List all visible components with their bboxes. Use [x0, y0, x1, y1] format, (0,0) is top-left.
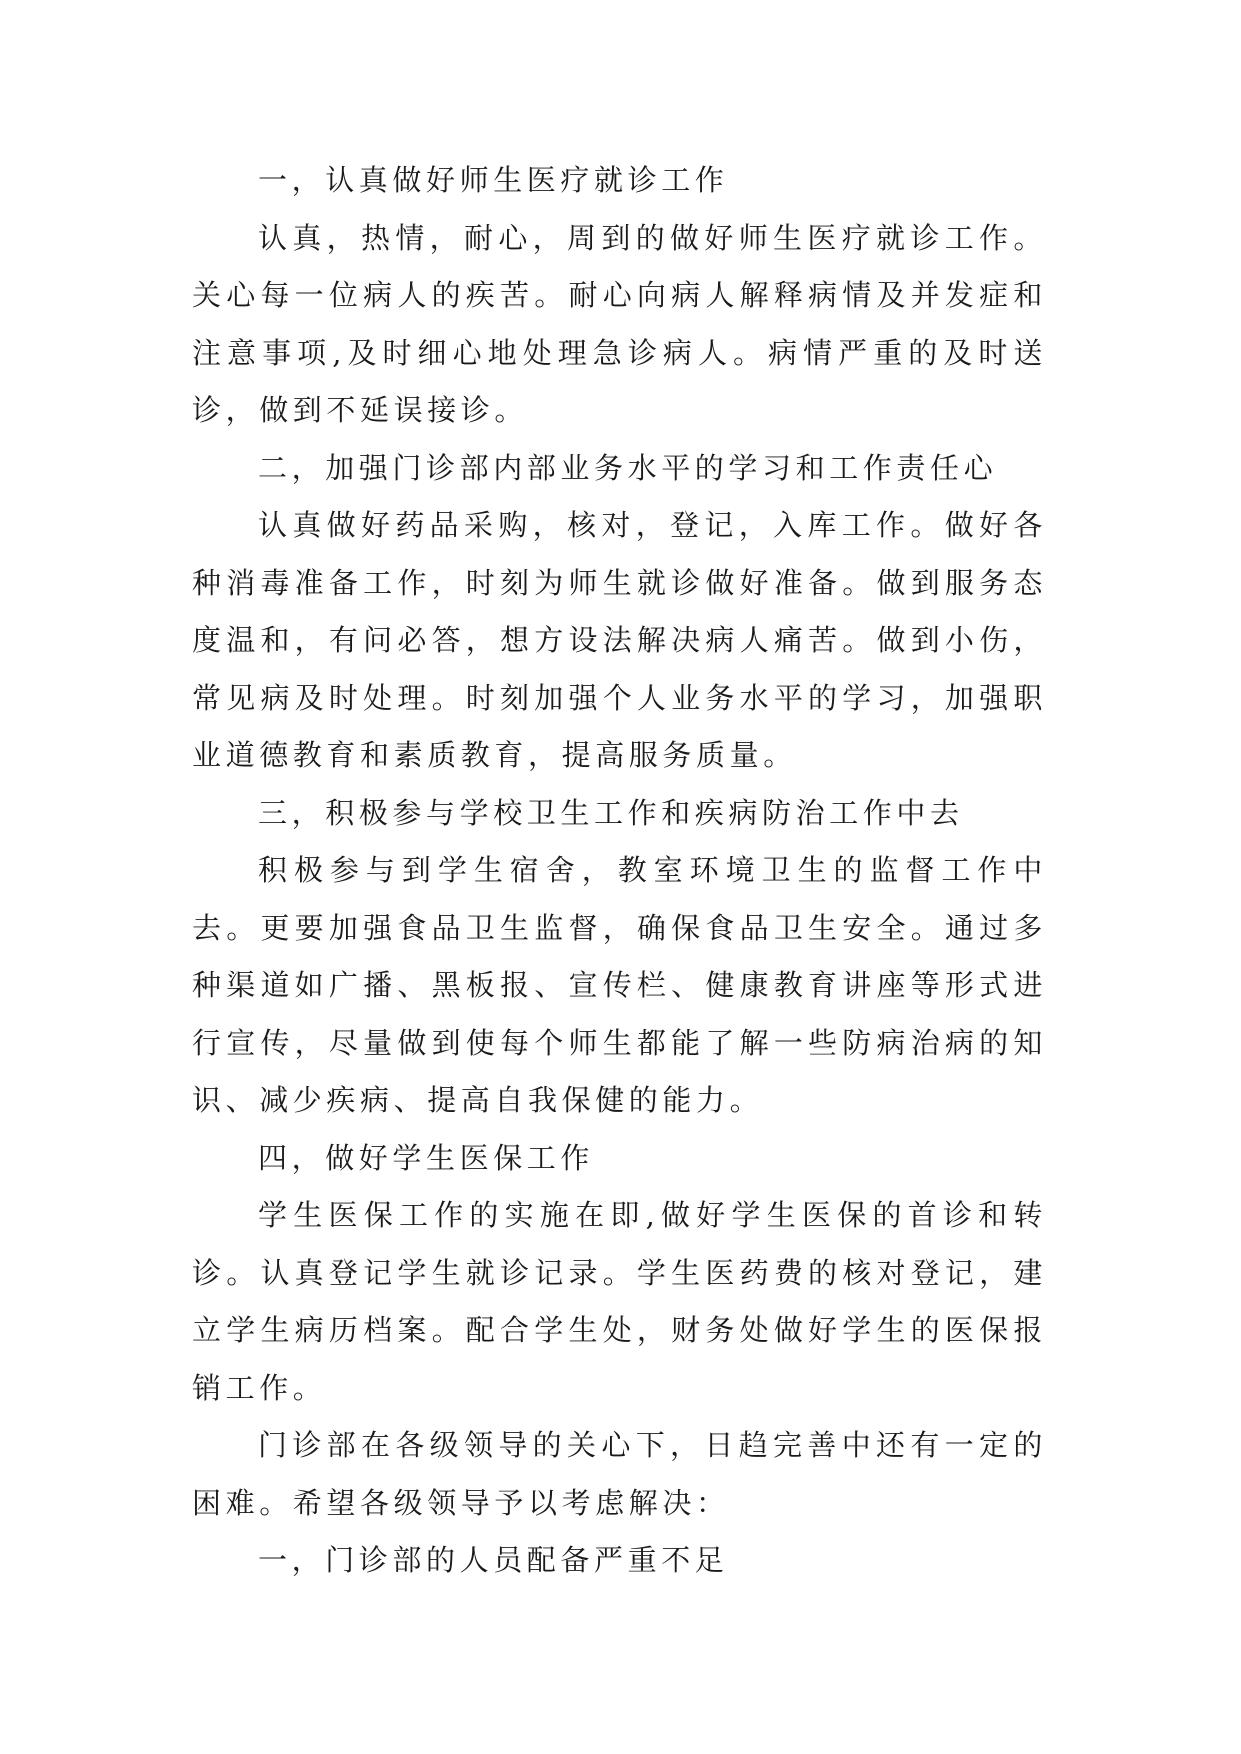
paragraph-4: 学生医保工作的实施在即,做好学生医保的首诊和转诊。认真登记学生就诊记录。学生医药费的核对登记，建立学生病历档案。配合学生处，财务处做好学生的医保报销工作。: [192, 1198, 1047, 1405]
document-body: [192, 152, 1047, 1590]
section-heading-3: 三，积极参与学校卫生工作和疾病防治工作中去: [258, 795, 964, 830]
section-heading-1: 一，认真做好师生医疗就诊工作: [258, 163, 729, 197]
section-heading-4: 四，做好学生医保工作: [258, 1140, 595, 1175]
subsection-heading-1: 一，门诊部的人员配备严重不足: [258, 1543, 729, 1577]
paragraph-2: 认真做好药品采购，核对，登记，入库工作。做好各种消毒准备工作，时刻为师生就诊做好准备。做到服务态度温和，有问必答，想方设法解决病人痛苦。做到小伤，常见病及时处理。时刻加强个人业务水平的学习，加强职业道德教育和素质教育，提高服务质量。: [192, 508, 1047, 772]
paragraph-5: 门诊部在各级领导的关心下，日趋完善中还有一定的困难。希望各级领导予以考虑解决：: [192, 1428, 1047, 1520]
paragraph-3: 积极参与到学生宿舍，教室环境卫生的监督工作中去。更要加强食品卫生监督，确保食品卫生安全。通过多种渠道如广播、黑板报、宣传栏、健康教育讲座等形式进行宣传，尽量做到使每个师生都能了解一些防病治病的知识、减少疾病、提高自我保健的能力。: [192, 853, 1047, 1117]
paragraph-1: 认真，热情，耐心，周到的做好师生医疗就诊工作。关心每一位病人的疾苦。耐心向病人解释病情及并发症和注意事项,及时细心地处理急诊病人。病情严重的及时送诊，做到不延误接诊。: [192, 220, 1047, 427]
section-heading-2: 二，加强门诊部内部业务水平的学习和工作责任心: [258, 450, 998, 485]
